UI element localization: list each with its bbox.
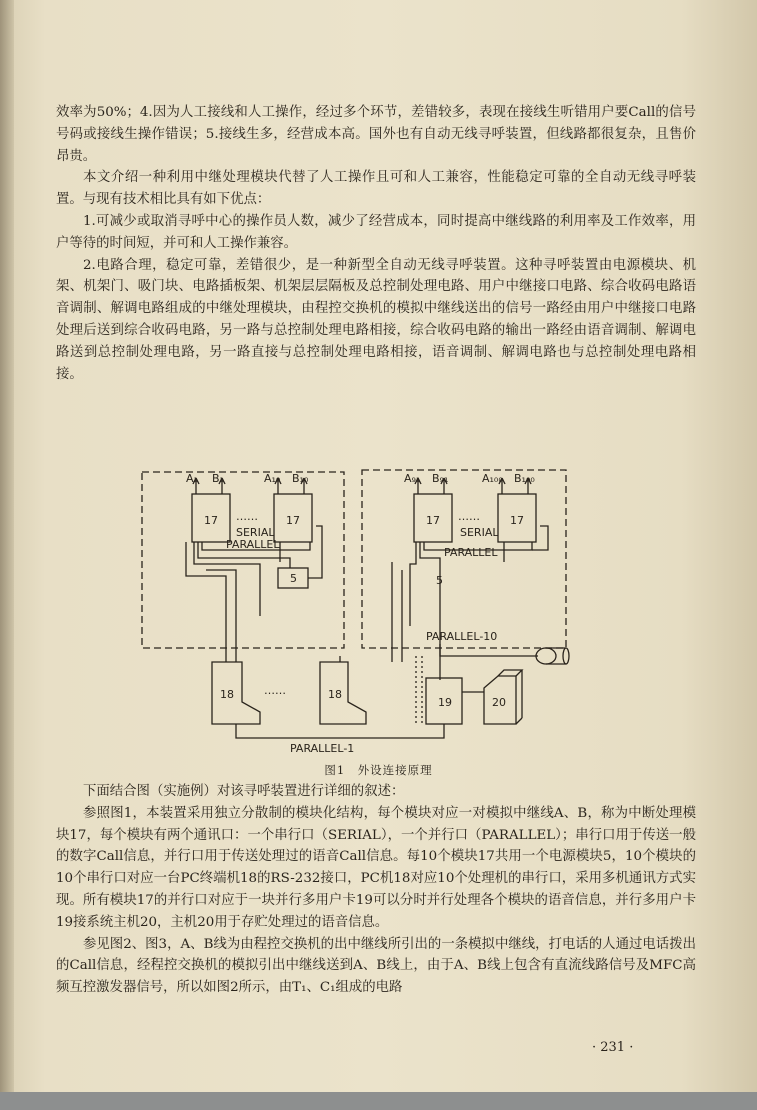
serial-label: SERIAL [236,526,275,539]
parallel-1-label: PARALLEL-1 [290,742,355,755]
label-b91: B₉₁ [432,472,449,485]
page-number: · 231 · [592,1040,634,1055]
module-label: 17 [510,514,524,527]
card-label: 19 [438,696,452,709]
scanner-bed-edge [0,1092,757,1110]
label-b10: B₁₀ [292,472,309,485]
parallel-10-label: PARALLEL-10 [426,630,498,643]
top-text-block [56,102,696,385]
bottom-text-block [56,781,696,999]
host-label: 20 [492,696,506,709]
paragraph: 参见图2、图3，A、B线为由程控交换机的出中继线所引出的一条模拟中继线，打电话的人通过电话拨出的Call信息，经程控交换机的模拟引出中继线送到A、B线上，由于A、B线上包含有直流线路信号及MFC高频互控激发器信号，所以如图2所示，由T₁、C₁组成的电路 [56,936,696,996]
paragraph: 2.电路合理，稳定可靠，差错很少，是一种新型全自动无线寻呼装置。这种寻呼装置由电源模块、机架、机架门、吸门块、电路插板架、机架层层隔板及总控制处理电路、用户中继接口电路、综合收码电路语音调制、解调电路组成的中继处理模块，由程控交换机的模拟中继线送出的信号一路经由用户中继接口电路处理后送到综合收码电路，另一路与总控制处理电路相接，综合收码电路的输出一路经由语音调制、解调电路送到总控制处理电路，另一路直接与总控制处理电路相接，语音调制、解调电路也与总控制处理电路相接。 [56,257,696,382]
label-a10: A₁₀ [264,472,281,485]
label-b1: B₁ [212,472,224,485]
label-a100: A₁₀₀ [482,472,503,485]
figure-caption: 图1 外设连接原理 [324,763,433,777]
serial-label: SERIAL [460,526,499,539]
parallel-label: PARALLEL [444,546,498,559]
paragraph: 1.可减少或取消寻呼中心的操作员人数，减少了经营成本，同时提高中继线路的利用率及工作效率，用户等待的时间短，并可和人工操作兼容。 [56,213,696,251]
paragraph: 效率为50%；4.因为人工接线和人工操作，经过多个环节，差错较多，表现在接线生听错用户要Call的信号号码或接线生操作错误；5.接线生多，经营成本高。国外也有自动无线寻呼装置，但线路都很复杂，且售价昂贵。 [56,105,696,164]
diagram-svg [140,466,570,756]
label-a91: A₉₁ [404,472,421,485]
dots: …… [458,510,480,523]
power-label: 5 [290,572,297,585]
parallel-label: PARALLEL [226,538,280,551]
module-label: 17 [426,514,440,527]
label-b100: B₁₀₀ [514,472,535,485]
dots: …… [236,510,258,523]
connection-diagram [140,466,570,756]
pc-terminal-18-10 [320,662,366,724]
paragraph: 本文介绍一种利用中继处理模块代替了人工操作且可和人工兼容，性能稳定可靠的全自动无线寻呼装置。与现有技术相比具有如下优点： [56,170,696,208]
pc-label: 18 [220,688,234,701]
power-label: 5 [436,574,443,587]
dots: …… [264,684,286,697]
page-binding-shadow [0,0,14,1110]
module-label: 17 [286,514,300,527]
module-label: 17 [204,514,218,527]
storage-disk [536,648,556,664]
pc-label: 18 [328,688,342,701]
group1-enclosure [142,472,344,648]
paragraph: 下面结合图（实施例）对该寻呼装置进行详细的叙述： [83,784,405,799]
paragraph: 参照图1，本装置采用独立分散制的模块化结构，每个模块对应一对模拟中继线A、B，称为中断处理模块17，每个模块有两个通讯口：一个串行口（SERIAL），一个并行口（PARALLEL）；串行口用于传送一般的数字Call信息，并行口用于传送处理过的语音Call信息。每10个模块17共用一个电源模块5，10个模块的10个串行口对应一台PC终端机18的RS-232接口，PC机18对应10个处理机的串行口，采用多机通讯方式实现。所有模块17的并行口对应于一块并行多用户卡19可以分时并行处理各个模块的语音信息，并行多用户卡19接系统主机20，主机20用于存贮处理过的语音信息。 [56,805,696,930]
label-a1: A₁ [186,472,198,485]
